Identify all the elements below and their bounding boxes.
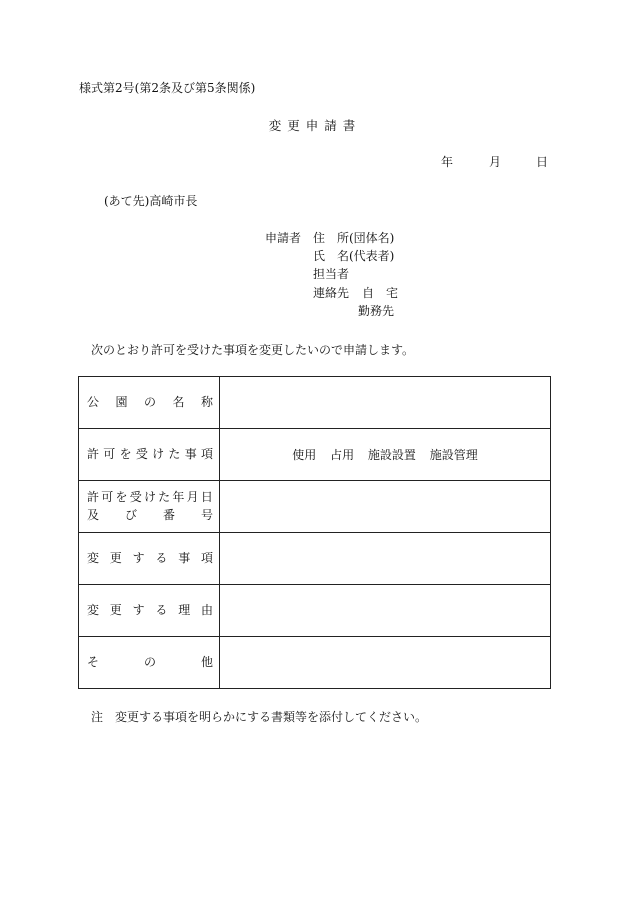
label-char: 事 xyxy=(178,550,191,565)
label-char: 許 xyxy=(87,490,100,505)
label-char: を xyxy=(115,490,128,505)
label-char: 月 xyxy=(186,490,199,505)
form-number: 様式第2号(第2条及び第5条関係) xyxy=(79,81,256,95)
request-statement: 次のとおり許可を受けた事項を変更したいので申請します。 xyxy=(91,343,415,357)
label-char: 及 xyxy=(87,507,100,522)
application-table xyxy=(78,376,551,689)
label-char: 更 xyxy=(109,602,122,617)
option-occupancy[interactable]: 占用 xyxy=(330,448,355,462)
attachment-note xyxy=(91,711,427,723)
table-row xyxy=(79,533,551,585)
change-matter-label xyxy=(79,533,220,585)
applicant-label: 申請者 xyxy=(265,231,302,245)
table-row xyxy=(79,429,551,481)
label-char: 項 xyxy=(200,446,213,461)
date-month-label: 月 xyxy=(489,155,502,169)
permitted-matter-label xyxy=(79,429,220,481)
name-label: 氏 名(代表者) xyxy=(313,249,395,263)
label-char: 由 xyxy=(200,602,213,617)
change-reason-value[interactable] xyxy=(220,585,551,637)
change-reason-label xyxy=(79,585,220,637)
label-char: 番 xyxy=(162,507,175,522)
label-char: 更 xyxy=(109,550,122,565)
park-name-label xyxy=(79,377,220,429)
label-char: 可 xyxy=(101,490,114,505)
label-char: る xyxy=(155,602,168,617)
label-char: け xyxy=(143,490,156,505)
table-row xyxy=(79,585,551,637)
label-char: 可 xyxy=(103,446,116,461)
table-row xyxy=(79,481,551,533)
option-facility-management[interactable]: 施設管理 xyxy=(429,448,478,462)
label-char: 号 xyxy=(200,507,213,522)
label-char: 変 xyxy=(87,602,100,617)
permitted-matter-options xyxy=(220,429,551,481)
label-char: 理 xyxy=(178,602,191,617)
label-char: を xyxy=(119,446,132,461)
label-char: け xyxy=(152,446,165,461)
work-label: 勤務先 xyxy=(358,304,395,318)
label-char: 項 xyxy=(200,550,213,565)
table-row xyxy=(79,637,551,689)
permit-date-number-value[interactable] xyxy=(220,481,551,533)
label-char: の xyxy=(143,654,156,669)
label-char: す xyxy=(132,550,145,565)
label-char: 名 xyxy=(172,394,185,409)
addressee: (あて先)高崎市長 xyxy=(104,194,198,208)
label-char: 他 xyxy=(200,654,213,669)
label-char: す xyxy=(132,602,145,617)
label-char: 変 xyxy=(87,550,100,565)
other-label xyxy=(79,637,220,689)
label-char: 許 xyxy=(87,446,100,461)
contact-label: 連絡先 xyxy=(313,286,350,300)
label-char: 園 xyxy=(115,394,128,409)
table-row xyxy=(79,377,551,429)
other-value[interactable] xyxy=(220,637,551,689)
option-facility-installation[interactable]: 施設設置 xyxy=(367,448,416,462)
label-char: 事 xyxy=(184,446,197,461)
label-char: そ xyxy=(87,654,100,669)
label-char: 日 xyxy=(200,490,213,505)
person-in-charge-label: 担当者 xyxy=(313,267,350,281)
address-label: 住 所(団体名) xyxy=(313,231,395,245)
label-char: の xyxy=(143,394,156,409)
label-char: 年 xyxy=(172,490,185,505)
home-label: 自 宅 xyxy=(362,286,399,300)
label-char: 受 xyxy=(135,446,148,461)
change-matter-value[interactable] xyxy=(220,533,551,585)
label-char: る xyxy=(155,550,168,565)
label-char: 受 xyxy=(129,490,142,505)
note-text: 変更する事項を明らかにする書類等を添付してください。 xyxy=(115,710,428,724)
label-char: 公 xyxy=(87,394,100,409)
note-label: 注 xyxy=(91,710,104,724)
option-use[interactable]: 使用 xyxy=(292,448,317,462)
date-year-label: 年 xyxy=(441,155,454,169)
document-title: 変更申請書 xyxy=(268,118,362,133)
park-name-value[interactable] xyxy=(220,377,551,429)
label-char: た xyxy=(158,490,171,505)
date-day-label: 日 xyxy=(536,155,549,169)
label-char: 称 xyxy=(200,394,213,409)
permit-date-number-label xyxy=(79,481,220,533)
label-char: た xyxy=(168,446,181,461)
label-char: び xyxy=(124,507,137,522)
